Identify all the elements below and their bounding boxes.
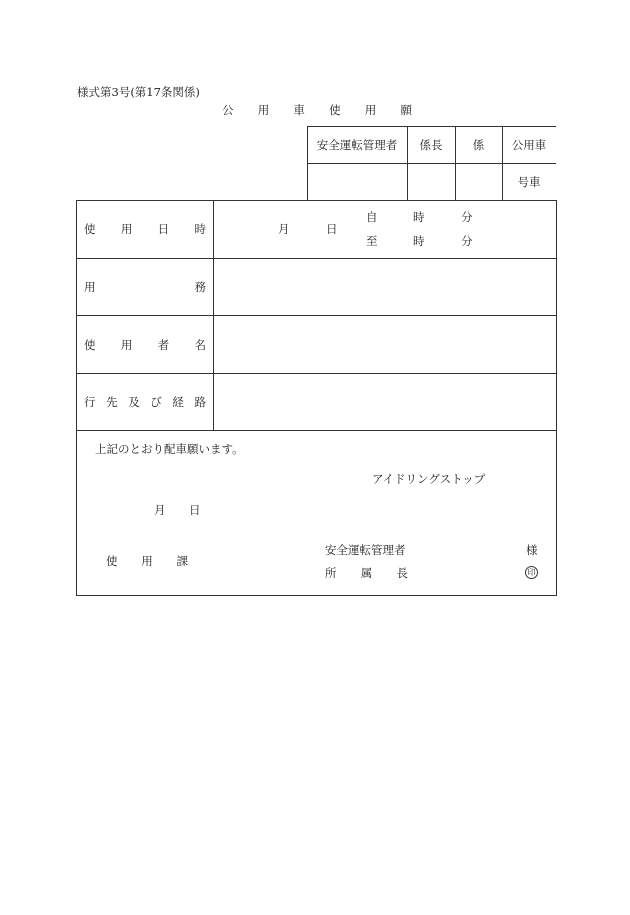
idling-stop-note: アイドリングストップ	[372, 472, 486, 486]
car-number-label: 号車	[517, 175, 541, 189]
label-char: 長	[396, 566, 408, 580]
label-char: 日	[157, 222, 170, 236]
row-divider	[76, 430, 557, 431]
title-char: 用	[257, 103, 270, 117]
date-day-label: 日	[326, 222, 338, 236]
approval-header-staff: 係	[472, 138, 485, 152]
title-char: 用	[364, 103, 377, 117]
approval-header-chief: 係長	[419, 138, 443, 152]
user-name-field[interactable]	[214, 316, 556, 373]
route-label	[84, 395, 206, 409]
time-to-minute-label: 分	[461, 234, 473, 248]
label-char: 使	[84, 338, 96, 352]
time-from-label: 自	[366, 210, 378, 224]
label-char: 者	[157, 338, 170, 352]
label-char: 時	[194, 222, 206, 236]
date-month-label: 月	[278, 222, 290, 236]
label-char: 用	[84, 280, 96, 294]
time-to-hour-label: 時	[413, 234, 425, 248]
user-name-label	[84, 338, 206, 352]
title-char: 車	[293, 103, 305, 117]
title-char: 使	[329, 103, 341, 117]
label-char: 名	[194, 338, 206, 352]
label-char: 路	[194, 395, 206, 409]
time-from-hour-label: 時	[413, 210, 425, 224]
approval-border-mid	[307, 163, 556, 164]
seal-mark-icon: 印	[525, 566, 538, 579]
form-code: 様式第3号(第17条関係)	[77, 85, 200, 99]
purpose-label	[84, 280, 206, 294]
label-char: 使	[106, 554, 118, 568]
label-char: 所	[325, 566, 337, 580]
label-char: 経	[172, 395, 184, 409]
honorific-label: 様	[526, 543, 538, 557]
approval-header-safety-manager: 安全運転管理者	[316, 138, 398, 152]
label-char: び	[150, 395, 162, 409]
addressee-safety-manager: 安全運転管理者	[325, 543, 406, 557]
label-char: 及	[128, 395, 140, 409]
label-char: 務	[194, 280, 206, 294]
request-month-label: 月	[154, 503, 166, 517]
route-field[interactable]	[214, 374, 556, 430]
date-time-label	[84, 222, 206, 236]
title-char: 公	[222, 103, 234, 117]
approval-border-top	[307, 126, 556, 127]
label-char: 属	[360, 566, 373, 580]
time-to-label: 至	[366, 234, 378, 248]
form-title	[222, 103, 412, 117]
approval-header-official-car: 公用車	[511, 138, 547, 152]
label-char: 課	[176, 554, 188, 568]
label-char: 用	[141, 554, 153, 568]
request-statement: 上記のとおり配車願います。	[95, 442, 244, 456]
time-from-minute-label: 分	[461, 210, 473, 224]
department-head-label	[325, 566, 408, 580]
department-label	[106, 554, 188, 568]
label-char: 使	[84, 222, 96, 236]
request-day-label: 日	[189, 503, 201, 517]
label-char: 先	[106, 395, 118, 409]
title-char: 願	[400, 103, 412, 117]
label-char: 行	[84, 395, 96, 409]
label-char: 用	[120, 222, 133, 236]
label-char: 用	[120, 338, 133, 352]
purpose-field[interactable]	[214, 259, 556, 315]
